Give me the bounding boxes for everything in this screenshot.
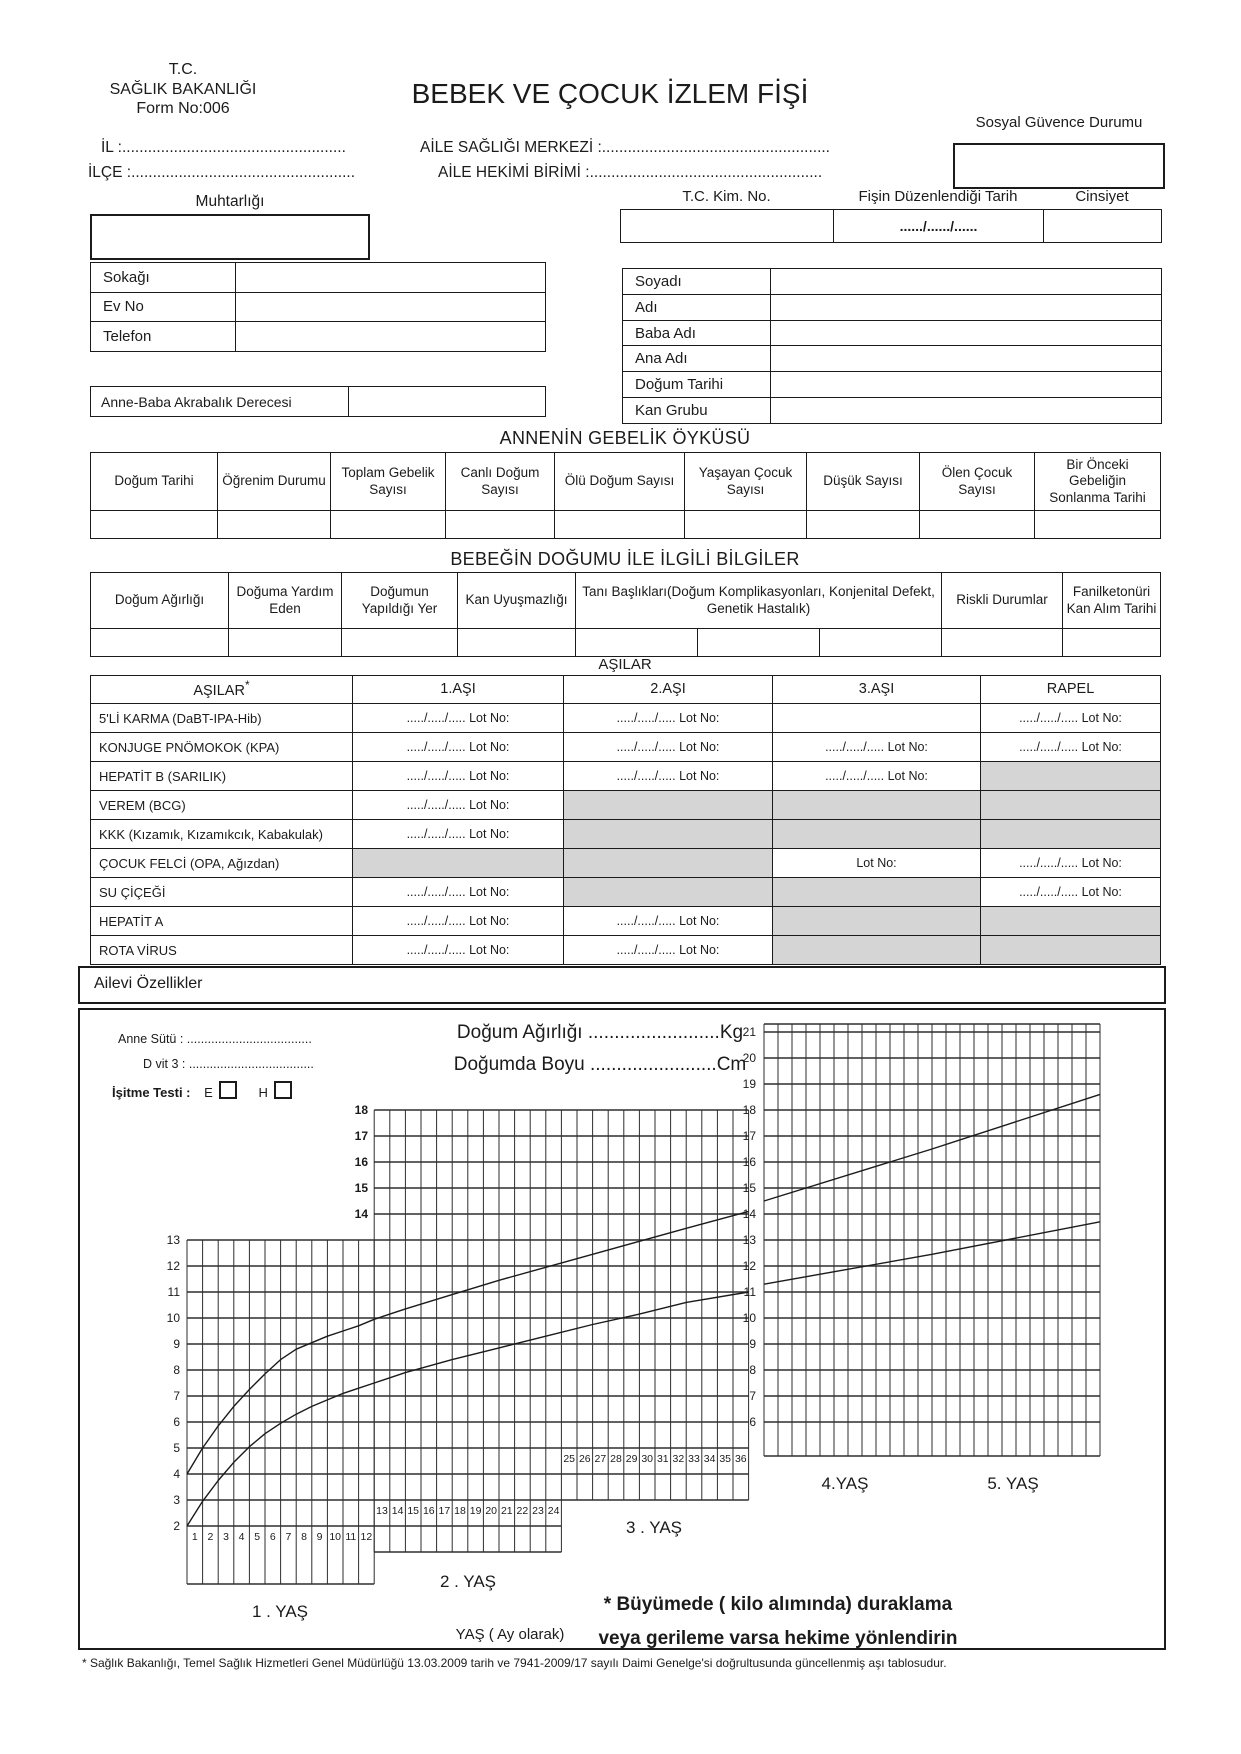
svg-text:18: 18 (742, 1103, 756, 1117)
svg-text:15: 15 (407, 1505, 420, 1517)
svg-text:24: 24 (547, 1505, 560, 1517)
svg-text:8: 8 (749, 1363, 756, 1377)
vaccine-dose-field[interactable]: ...../...../..... Lot No: (564, 936, 773, 965)
vaccine-column-header: 1.AŞI (353, 676, 564, 704)
vaccine-name: HEPATİT B (SARILIK) (91, 762, 353, 791)
blood-type-field[interactable] (771, 398, 1162, 424)
consanguinity-field[interactable] (349, 387, 546, 417)
vaccine-dose-field[interactable]: ...../...../..... Lot No: (353, 820, 564, 849)
hearing-test-yes-label: E (204, 1085, 213, 1100)
vaccine-name: VEREM (BCG) (91, 791, 353, 820)
tc-id-row (620, 209, 1161, 243)
column-header: Doğum Ağırlığı (91, 573, 229, 629)
svg-text:7: 7 (749, 1389, 756, 1403)
surname-label: Soyadı (623, 269, 771, 295)
vaccine-dose-field[interactable]: ...../...../..... Lot No: (353, 704, 564, 733)
birth-value-cell[interactable] (342, 629, 458, 657)
svg-text:17: 17 (742, 1129, 756, 1143)
gender-field[interactable] (1044, 210, 1162, 243)
vaccine-name: ROTA VİRUS (91, 936, 353, 965)
growth-chart-grid[interactable] (80, 1010, 1164, 1648)
vaccine-dose-field[interactable]: ...../...../..... Lot No: (353, 733, 564, 762)
blood-type-label: Kan Grubu (623, 398, 771, 424)
birth-table-host (90, 572, 1160, 657)
svg-text:14: 14 (391, 1505, 404, 1517)
svg-text:13: 13 (376, 1505, 388, 1517)
house-no-field[interactable] (236, 292, 546, 322)
hearing-test-no-label: H (258, 1085, 268, 1100)
column-header: Ölen Çocuk Sayısı (920, 453, 1035, 511)
svg-text:30: 30 (641, 1453, 654, 1465)
svg-text:6: 6 (749, 1415, 756, 1429)
pregnancy-value-cell[interactable] (807, 511, 920, 539)
svg-text:9: 9 (173, 1337, 180, 1351)
vaccine-column-header: RAPEL (981, 676, 1161, 704)
vaccine-dose-field[interactable]: ...../...../..... Lot No: (773, 733, 981, 762)
svg-text:22: 22 (516, 1505, 529, 1517)
svg-text:18: 18 (454, 1505, 466, 1517)
svg-text:13: 13 (742, 1233, 756, 1247)
vaccine-row (91, 936, 1161, 965)
agency-block (88, 60, 278, 119)
vaccine-dose-field[interactable]: ...../...../..... Lot No: (981, 849, 1161, 878)
svg-text:10: 10 (166, 1311, 180, 1325)
vaccine-column-header: AŞILAR* (91, 676, 353, 704)
vaccine-dose-field[interactable]: Lot No: (773, 849, 981, 878)
svg-text:34: 34 (703, 1453, 716, 1465)
vaccine-blocked-cell (353, 849, 564, 878)
vaccine-name: KONJUGE PNÖMOKOK (KPA) (91, 733, 353, 762)
svg-text:16: 16 (354, 1155, 368, 1169)
vaccine-name: HEPATİT A (91, 907, 353, 936)
consanguinity-row (90, 386, 545, 417)
svg-text:2: 2 (173, 1519, 180, 1533)
svg-text:18: 18 (354, 1103, 368, 1117)
svg-text:28: 28 (610, 1453, 622, 1465)
birth-info-table (90, 572, 1160, 657)
svg-text:3: 3 (223, 1531, 229, 1543)
year3-label: 3 . YAŞ (625, 1518, 683, 1537)
pregnancy-history-table (90, 452, 1160, 539)
issue-date-label: Fişin Düzenlendiği Tarih (858, 188, 1018, 205)
vaccine-dose-field[interactable]: ...../...../..... Lot No: (564, 704, 773, 733)
pregnancy-value-cell[interactable] (555, 511, 685, 539)
mother-name-field[interactable] (771, 346, 1162, 372)
social-security-field[interactable] (953, 143, 1165, 189)
gender-label: Cinsiyet (1075, 188, 1129, 205)
vaccine-row (91, 733, 1161, 762)
vaccine-row (91, 791, 1161, 820)
page-title: BEBEK VE ÇOCUK İZLEM FİŞİ (411, 78, 809, 109)
svg-text:31: 31 (656, 1453, 669, 1465)
vaccine-row (91, 820, 1161, 849)
pregnancy-value-cell[interactable] (685, 511, 807, 539)
svg-text:33: 33 (688, 1453, 700, 1465)
footnote: * Sağlık Bakanlığı, Temel Sağlık Hizmetleri Genel Müdürlüğü 13.03.2009 tarih ve 7941-2009/17 sayılı Daimi Genelge'si doğrultusunda güncellenmiş aşı tablosudur. (82, 1656, 947, 1670)
breast-milk-field[interactable]: Anne Sütü : .................................... (118, 1032, 312, 1046)
svg-text:15: 15 (742, 1181, 756, 1195)
birth-date-label: Doğum Tarihi (623, 372, 771, 398)
svg-text:16: 16 (742, 1155, 756, 1169)
birth-length-field[interactable]: Doğumda Boyu ........................Cm (453, 1054, 747, 1075)
svg-text:9: 9 (749, 1337, 756, 1351)
column-header: Öğrenim Durumu (218, 453, 331, 511)
svg-text:26: 26 (578, 1453, 591, 1465)
family-characteristics-label: Ailevi Özellikler (94, 975, 203, 992)
vaccine-blocked-cell (773, 791, 981, 820)
vaccine-dose-field[interactable]: ...../...../..... Lot No: (353, 878, 564, 907)
vaccines-table (90, 675, 1160, 965)
birth-date-field[interactable] (771, 372, 1162, 398)
column-header: Canlı Doğum Sayısı (446, 453, 555, 511)
svg-text:4: 4 (238, 1531, 245, 1543)
svg-text:15: 15 (354, 1181, 368, 1195)
vaccine-dose-field[interactable]: ...../...../..... Lot No: (773, 762, 981, 791)
svg-text:11: 11 (743, 1285, 756, 1299)
svg-text:8: 8 (173, 1363, 180, 1377)
vaccine-dose-field[interactable]: ...../...../..... Lot No: (981, 704, 1161, 733)
svg-text:6: 6 (269, 1531, 276, 1543)
svg-text:16: 16 (422, 1505, 435, 1517)
column-header: Bir Önceki Gebeliğin Sonlanma Tarihi (1035, 453, 1161, 511)
vaccine-blocked-cell (564, 878, 773, 907)
pregnancy-value-cell[interactable] (218, 511, 331, 539)
svg-text:7: 7 (285, 1531, 292, 1543)
district-field[interactable]: İLÇE :.................................................... (88, 164, 356, 181)
phone-label: Telefon (91, 322, 236, 352)
pregnancy-value-cell[interactable] (920, 511, 1035, 539)
svg-text:36: 36 (734, 1453, 747, 1465)
vaccine-blocked-cell (773, 936, 981, 965)
vaccine-dose-field[interactable]: ...../...../..... Lot No: (353, 936, 564, 965)
svg-text:12: 12 (166, 1259, 180, 1273)
year4-label: 4.YAŞ (821, 1474, 869, 1493)
agency-line-tc: T.C. (168, 61, 198, 78)
hearing-test-yes-checkbox[interactable] (219, 1081, 237, 1099)
vaccine-dose-field[interactable]: ...../...../..... Lot No: (981, 878, 1161, 907)
year1-label: 1 . YAŞ (251, 1602, 309, 1621)
pregnancy-value-cell[interactable] (91, 511, 218, 539)
birth-value-cell[interactable] (1063, 629, 1161, 657)
hearing-test-no-checkbox[interactable] (274, 1081, 292, 1099)
svg-text:9: 9 (316, 1531, 323, 1543)
vaccine-row (91, 849, 1161, 878)
agency-line-ministry: SAĞLIK BAKANLIĞI (109, 80, 257, 98)
svg-text:5: 5 (173, 1441, 180, 1455)
mother-name-label: Ana Adı (623, 346, 771, 372)
pregnancy-value-cell[interactable] (446, 511, 555, 539)
svg-text:27: 27 (594, 1453, 607, 1465)
column-header: Yaşayan Çocuk Sayısı (685, 453, 807, 511)
street-label: Sokağı (91, 263, 236, 293)
column-header: Doğum Tarihi (91, 453, 218, 511)
tc-id-label: T.C. Kim. No. (682, 188, 771, 205)
muhtarligi-label: Muhtarlığı (195, 193, 265, 210)
father-name-label: Baba Adı (623, 320, 771, 346)
vaccine-name: 5'Lİ KARMA (DaBT-IPA-Hib) (91, 704, 353, 733)
surname-field[interactable] (771, 269, 1162, 295)
svg-text:10: 10 (742, 1311, 756, 1325)
growth-warning-line1: * Büyümede ( kilo alımında) duraklama (603, 1594, 953, 1615)
vaccine-blocked-cell (564, 791, 773, 820)
tc-id-field[interactable] (621, 210, 834, 243)
vaccine-blocked-cell (981, 791, 1161, 820)
vaccine-blocked-cell (981, 936, 1161, 965)
svg-text:11: 11 (345, 1531, 357, 1543)
column-header: Riskli Durumlar (942, 573, 1063, 629)
birth-value-cell[interactable] (458, 629, 576, 657)
vaccine-column-header: 3.AŞI (773, 676, 981, 704)
svg-text:14: 14 (742, 1207, 756, 1221)
vaccines-section-title: AŞILAR (598, 656, 652, 673)
column-header: Fanilketonüri Kan Alım Tarihi (1063, 573, 1161, 629)
year5-label: 5. YAŞ (987, 1474, 1039, 1493)
vaccine-blocked-cell (564, 849, 773, 878)
svg-text:5: 5 (254, 1531, 261, 1543)
vaccine-row (91, 762, 1161, 791)
svg-text:19: 19 (469, 1505, 482, 1517)
province-field[interactable]: İL :.................................................... (101, 139, 346, 156)
vaccine-name: KKK (Kızamık, Kızamıkcık, Kabakulak) (91, 820, 353, 849)
svg-text:4: 4 (173, 1467, 180, 1481)
pregnancy-value-cell[interactable] (1035, 511, 1161, 539)
vaccine-dose-field[interactable]: ...../...../..... Lot No: (564, 762, 773, 791)
address-table (90, 262, 545, 352)
svg-text:35: 35 (719, 1453, 732, 1465)
vaccine-name: SU ÇİÇEĞİ (91, 878, 353, 907)
svg-text:14: 14 (354, 1207, 368, 1221)
svg-text:10: 10 (329, 1531, 342, 1543)
birth-info-title: BEBEĞİN DOĞUMU İLE İLGİLİ BİLGİLER (450, 549, 800, 569)
birth-value-cell[interactable] (698, 629, 820, 657)
birth-value-cell[interactable] (942, 629, 1063, 657)
svg-text:12: 12 (360, 1531, 373, 1543)
birth-value-cell[interactable] (229, 629, 342, 657)
muhtarligi-field[interactable] (90, 214, 370, 260)
vaccine-blocked-cell (564, 820, 773, 849)
vitamin-d-field[interactable]: D vit 3 : .................................... (143, 1057, 314, 1071)
vaccine-blocked-cell (773, 878, 981, 907)
x-axis-label: YAŞ ( Ay olarak) (455, 1626, 565, 1643)
family-physician-unit-field[interactable]: AİLE HEKİMİ BİRİMİ :...................................................... (438, 164, 823, 181)
svg-text:8: 8 (301, 1531, 307, 1543)
svg-text:21: 21 (742, 1025, 756, 1039)
vaccine-row (91, 878, 1161, 907)
hearing-test-label: İşitme Testi : (112, 1085, 191, 1100)
svg-text:12: 12 (742, 1259, 756, 1273)
svg-text:20: 20 (485, 1505, 498, 1517)
svg-text:17: 17 (438, 1505, 451, 1517)
vaccine-dose-field[interactable]: ...../...../..... Lot No: (564, 907, 773, 936)
vaccine-row (91, 704, 1161, 733)
vaccine-dose-field[interactable]: ...../...../..... Lot No: (981, 733, 1161, 762)
svg-text:23: 23 (532, 1505, 544, 1517)
birth-value-cell[interactable] (576, 629, 698, 657)
vaccine-name: ÇOCUK FELCİ (OPA, Ağızdan) (91, 849, 353, 878)
father-name-field[interactable] (771, 320, 1162, 346)
column-header: Tanı Başlıkları(Doğum Komplikasyonları, Konjenital Defekt, Genetik Hastalık) (576, 573, 942, 629)
name-label: Adı (623, 294, 771, 320)
svg-text:32: 32 (672, 1453, 685, 1465)
column-header: Doğuma Yardım Eden (229, 573, 342, 629)
hearing-test-row (112, 1081, 292, 1100)
svg-text:20: 20 (742, 1051, 756, 1065)
street-field[interactable] (236, 263, 546, 293)
svg-text:19: 19 (742, 1077, 756, 1091)
pregnancy-table-host (90, 452, 1160, 539)
family-characteristics-box[interactable] (78, 966, 1166, 1004)
issue-date-field[interactable]: ....../....../...... (834, 210, 1044, 243)
vaccine-row (91, 907, 1161, 936)
vaccine-dose-field[interactable] (773, 704, 981, 733)
svg-text:13: 13 (166, 1233, 180, 1247)
svg-text:11: 11 (167, 1285, 180, 1299)
name-field[interactable] (771, 294, 1162, 320)
identity-table (622, 268, 1161, 424)
vaccine-blocked-cell (981, 907, 1161, 936)
column-header: Toplam Gebelik Sayısı (331, 453, 446, 511)
vaccine-dose-field[interactable]: ...../...../..... Lot No: (353, 762, 564, 791)
vaccine-blocked-cell (981, 820, 1161, 849)
pregnancy-value-cell[interactable] (331, 511, 446, 539)
pregnancy-history-title: ANNENİN GEBELİK ÖYKÜSÜ (499, 428, 751, 448)
form-number: Form No:006 (136, 100, 230, 118)
vaccine-dose-field[interactable]: ...../...../..... Lot No: (353, 907, 564, 936)
vaccine-dose-field[interactable]: ...../...../..... Lot No: (353, 791, 564, 820)
column-header: Düşük Sayısı (807, 453, 920, 511)
svg-text:21: 21 (500, 1505, 513, 1517)
svg-text:29: 29 (625, 1453, 638, 1465)
phone-field[interactable] (236, 322, 546, 352)
house-no-label: Ev No (91, 292, 236, 322)
vaccine-blocked-cell (773, 907, 981, 936)
svg-text:7: 7 (173, 1389, 180, 1403)
growth-chart-box (78, 1008, 1166, 1650)
svg-text:6: 6 (173, 1415, 180, 1429)
social-security-label: Sosyal Güvence Durumu (975, 114, 1143, 131)
vaccine-dose-field[interactable]: ...../...../..... Lot No: (564, 733, 773, 762)
family-health-center-field[interactable]: AİLE SAĞLIĞI MERKEZİ :..................................................... (420, 139, 830, 156)
year2-label: 2 . YAŞ (439, 1572, 497, 1591)
column-header: Ölü Doğum Sayısı (555, 453, 685, 511)
birth-value-cell[interactable] (91, 629, 229, 657)
svg-text:3: 3 (173, 1493, 180, 1507)
svg-text:2: 2 (207, 1531, 214, 1543)
column-header: Kan Uyuşmazlığı (458, 573, 576, 629)
growth-warning-line2: veya gerileme varsa hekime yönlendirin (598, 1628, 958, 1649)
svg-text:1: 1 (191, 1531, 198, 1543)
birth-value-cell[interactable] (820, 629, 942, 657)
svg-text:25: 25 (563, 1453, 576, 1465)
vaccine-column-header: 2.AŞI (564, 676, 773, 704)
column-header: Doğumun Yapıldığı Yer (342, 573, 458, 629)
vaccine-blocked-cell (773, 820, 981, 849)
svg-text:17: 17 (354, 1129, 368, 1143)
vaccine-blocked-cell (981, 762, 1161, 791)
birth-weight-field[interactable]: Doğum Ağırlığı .........................Kg (456, 1022, 744, 1043)
vaccine-table-host (90, 675, 1160, 965)
consanguinity-label: Anne-Baba Akrabalık Derecesi (91, 387, 349, 417)
